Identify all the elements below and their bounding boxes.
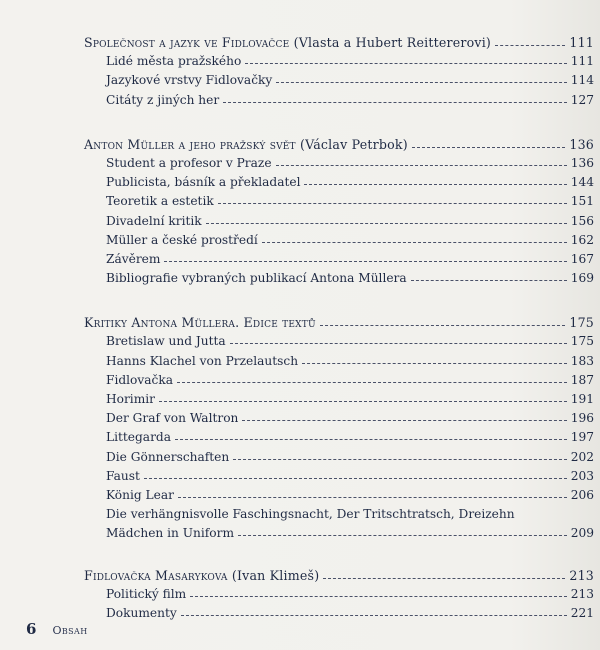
- toc-item[interactable]: [84, 231, 594, 250]
- dot-leader: [223, 92, 567, 103]
- dot-leader: [181, 605, 567, 616]
- page-number: 144: [570, 175, 594, 190]
- toc-item[interactable]: [84, 192, 594, 211]
- item-title: Dokumenty: [106, 605, 177, 620]
- page-number: 111: [570, 54, 594, 69]
- item-title: Teoretik a estetik: [106, 194, 214, 209]
- page-number: 209: [570, 526, 594, 541]
- section-title: Společnost a jazyk ve Fidlovačce: [84, 35, 290, 50]
- page-number: 136: [570, 155, 594, 170]
- toc-item[interactable]: [84, 448, 594, 467]
- toc-item[interactable]: [84, 91, 594, 110]
- toc-item[interactable]: [84, 52, 594, 71]
- page-number: 167: [570, 251, 594, 266]
- item-title-line1: Die verhängnisvolle Faschingsnacht, Der Tritschtratsch, Dreizehn: [106, 507, 515, 522]
- dot-leader: [276, 155, 567, 166]
- page-number: 151: [570, 194, 594, 209]
- item-title: Bretislaw und Jutta: [106, 334, 226, 349]
- page-number: 203: [570, 468, 594, 483]
- section-heading[interactable]: [84, 566, 594, 585]
- toc-item-multiline-first[interactable]: [84, 505, 594, 524]
- page-number: 183: [570, 353, 594, 368]
- page-number: 111: [569, 35, 594, 50]
- item-title: Bibliografie vybraných publikací Antona Müllera: [106, 271, 407, 286]
- running-footer-label: Obsah: [52, 624, 88, 637]
- toc-item[interactable]: [84, 154, 594, 173]
- page-number: 169: [570, 271, 594, 286]
- dot-leader: [178, 487, 567, 498]
- page-footer: [26, 620, 88, 638]
- item-title: Lidé města pražského: [106, 54, 242, 69]
- dot-leader: [495, 35, 565, 46]
- item-title: Hanns Klachel von Przelautsch: [106, 353, 299, 368]
- page-number: 127: [570, 92, 594, 107]
- page-number: 175: [569, 315, 594, 331]
- item-title: Die Gönnerschaften: [106, 449, 230, 464]
- toc-item[interactable]: [84, 352, 594, 371]
- section-heading[interactable]: [84, 313, 594, 332]
- toc-item[interactable]: [84, 604, 594, 623]
- section-title: Kritiky Antona Müllera. Edice textů: [84, 315, 316, 331]
- toc-section: [84, 313, 594, 543]
- page-number: 196: [570, 411, 594, 426]
- item-title-line2: Mädchen in Uniform: [106, 526, 235, 541]
- section-title: Fidlovačka Masarykova: [84, 567, 228, 583]
- table-of-contents: [84, 33, 594, 648]
- toc-item[interactable]: [84, 212, 594, 231]
- dot-leader: [164, 251, 566, 262]
- dot-leader: [323, 568, 565, 579]
- toc-section: [84, 135, 594, 289]
- toc-section: [84, 566, 594, 624]
- section-title: Anton Müller a jeho pražský svět: [84, 136, 296, 152]
- item-title: Závěrem: [106, 251, 161, 266]
- section-heading[interactable]: [84, 135, 594, 154]
- toc-item[interactable]: [84, 269, 594, 288]
- page-number: 213: [569, 567, 594, 583]
- dot-leader: [175, 429, 567, 440]
- dot-leader: [177, 372, 567, 383]
- section-author: (Ivan Klimeš): [231, 567, 320, 583]
- dot-leader: [242, 410, 566, 421]
- page-number: 175: [570, 334, 594, 349]
- dot-leader: [218, 193, 567, 204]
- toc-item[interactable]: [84, 250, 594, 269]
- page-number: 136: [569, 136, 594, 152]
- toc-item[interactable]: [84, 371, 594, 390]
- item-title: Faust: [106, 468, 140, 483]
- page-number: 114: [570, 73, 594, 88]
- item-title: Divadelní kritik: [106, 213, 202, 228]
- dot-leader: [262, 232, 567, 243]
- section-heading[interactable]: [84, 33, 594, 52]
- toc-item[interactable]: [84, 173, 594, 192]
- item-title: Student a profesor v Praze: [106, 155, 272, 170]
- page-number: 197: [570, 430, 594, 445]
- folio-number: 6: [26, 620, 37, 638]
- toc-item[interactable]: [84, 71, 594, 90]
- section-author: (Vlasta a Hubert Reittererovi): [293, 35, 492, 50]
- toc-item-multiline-second[interactable]: [84, 524, 594, 543]
- item-title: Jazykové vrstvy Fidlovačky: [106, 73, 273, 88]
- dot-leader: [302, 353, 567, 364]
- dot-leader: [320, 315, 566, 326]
- toc-item[interactable]: [84, 486, 594, 505]
- dot-leader: [233, 449, 567, 460]
- item-title: Politický film: [106, 586, 187, 601]
- toc-item[interactable]: [84, 467, 594, 486]
- toc-item[interactable]: [84, 390, 594, 409]
- page-number: 187: [570, 372, 594, 387]
- toc-section: [84, 33, 594, 110]
- toc-item[interactable]: [84, 332, 594, 351]
- page-number: 206: [570, 487, 594, 502]
- dot-leader: [411, 270, 567, 281]
- page-number: 202: [570, 449, 594, 464]
- page-number: 213: [570, 586, 594, 601]
- item-title: Littegarda: [106, 430, 171, 445]
- dot-leader: [230, 333, 567, 344]
- page-number: 156: [570, 213, 594, 228]
- item-title: Horimir: [106, 392, 155, 406]
- dot-leader: [144, 468, 567, 479]
- dot-leader: [159, 391, 567, 402]
- item-title: König Lear: [106, 487, 174, 502]
- page-number: 191: [570, 392, 594, 406]
- page-number: 221: [570, 605, 594, 620]
- dot-leader: [190, 586, 567, 597]
- page-number: 162: [570, 232, 594, 247]
- item-title: Fidlovačka: [106, 372, 174, 387]
- dot-leader: [238, 525, 567, 536]
- dot-leader: [206, 213, 567, 224]
- toc-item[interactable]: [84, 585, 594, 604]
- section-author: (Václav Petrbok): [299, 136, 408, 152]
- dot-leader: [276, 72, 566, 83]
- dot-leader: [245, 53, 566, 64]
- toc-item[interactable]: [84, 409, 594, 428]
- item-title: Citáty z jiných her: [106, 92, 220, 107]
- dot-leader: [412, 137, 565, 148]
- toc-item[interactable]: [84, 428, 594, 447]
- dot-leader: [304, 174, 566, 185]
- item-title: Publicista, básník a překladatel: [106, 175, 301, 190]
- item-title: Müller a české prostředí: [106, 232, 258, 247]
- item-title: Der Graf von Waltron: [106, 411, 239, 426]
